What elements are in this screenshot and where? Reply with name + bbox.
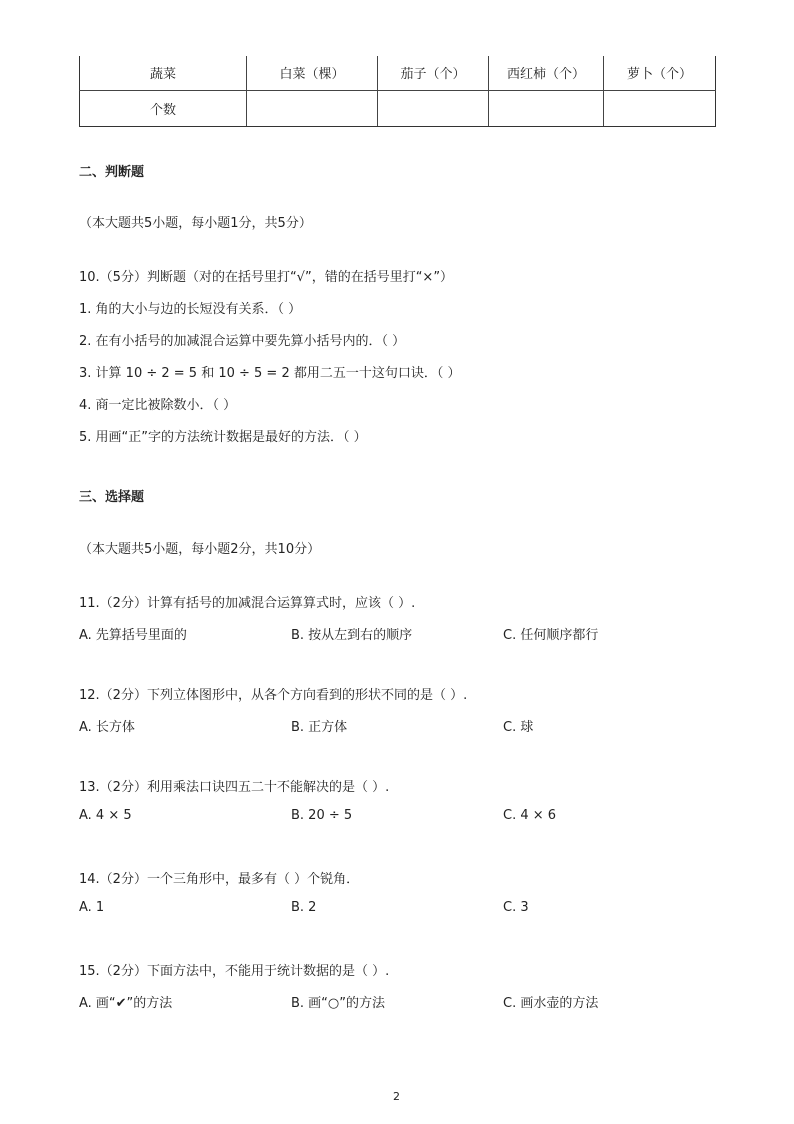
option-a[interactable]: A. 长方体 xyxy=(79,720,135,735)
question-stem: 15.（2分）下面方法中，不能用于统计数据的是（ ）. xyxy=(79,964,390,979)
section-title: 二、判断题 xyxy=(79,165,145,180)
judgment-item: 4. 商一定比被除数小．（ ） xyxy=(79,398,237,413)
option-b[interactable]: B. 画“○”的方法 xyxy=(291,996,385,1011)
option-a[interactable]: A. 1 xyxy=(79,900,105,915)
table-cell: 个数 xyxy=(80,90,247,126)
section-note: （本大题共5小题，每小题2分，共10分） xyxy=(79,542,321,557)
judgment-item: 1. 角的大小与边的长短没有关系．（ ） xyxy=(79,302,302,317)
question-stem: 14.（2分）一个三角形中，最多有（ ）个锐角． xyxy=(79,872,360,887)
table-cell: 白菜（棵） xyxy=(247,56,378,90)
section-note: （本大题共5小题，每小题1分，共5分） xyxy=(79,216,312,231)
option-c[interactable]: C. 3 xyxy=(503,900,529,915)
question-stem: 12.（2分）下列立体图形中，从各个方向看到的形状不同的是（ ）. xyxy=(79,688,468,703)
question-stem: 10.（5分）判断题（对的在括号里打“√”，错的在括号里打“×”） xyxy=(79,270,454,285)
option-b[interactable]: B. 20 ÷ 5 xyxy=(291,808,353,823)
option-a[interactable]: A. 4 × 5 xyxy=(79,808,132,823)
question-stem: 11.（2分）计算有括号的加减混合运算算式时，应该（ ）. xyxy=(79,596,416,611)
table-cell: 萝卜（个） xyxy=(604,56,716,90)
table-header-row xyxy=(80,56,716,90)
page-number: 2 xyxy=(393,1090,400,1103)
section-title: 三、选择题 xyxy=(79,490,145,505)
option-a[interactable]: A. 画“✔”的方法 xyxy=(79,996,173,1011)
table-cell-blank[interactable] xyxy=(247,90,378,126)
option-c[interactable]: C. 画水壶的方法 xyxy=(503,996,599,1011)
judgment-item: 5. 用画“正”字的方法统计数据是最好的方法．（ ） xyxy=(79,430,367,445)
option-c[interactable]: C. 4 × 6 xyxy=(503,808,557,823)
table-cell-blank[interactable] xyxy=(604,90,716,126)
option-b[interactable]: B. 2 xyxy=(291,900,317,915)
table-cell: 西红柿（个） xyxy=(489,56,604,90)
vegetable-count-table xyxy=(79,56,716,127)
option-b[interactable]: B. 按从左到右的顺序 xyxy=(291,628,413,643)
table-cell-blank[interactable] xyxy=(489,90,604,126)
table-row xyxy=(80,90,716,126)
judgment-item: 3. 计算 10 ÷ 2 = 5 和 10 ÷ 5 = 2 都用二五一十这句口诀．（ ） xyxy=(79,366,461,381)
option-a[interactable]: A. 先算括号里面的 xyxy=(79,628,187,643)
table-cell: 蔬菜 xyxy=(80,56,247,90)
judgment-item: 2. 在有小括号的加减混合运算中要先算小括号内的．（ ） xyxy=(79,334,406,349)
question-stem: 13.（2分）利用乘法口诀四五二十不能解决的是（ ）. xyxy=(79,780,390,795)
table-cell-blank[interactable] xyxy=(378,90,489,126)
option-c[interactable]: C. 球 xyxy=(503,720,534,735)
option-b[interactable]: B. 正方体 xyxy=(291,720,348,735)
option-c[interactable]: C. 任何顺序都行 xyxy=(503,628,599,643)
table-cell: 茄子（个） xyxy=(378,56,489,90)
